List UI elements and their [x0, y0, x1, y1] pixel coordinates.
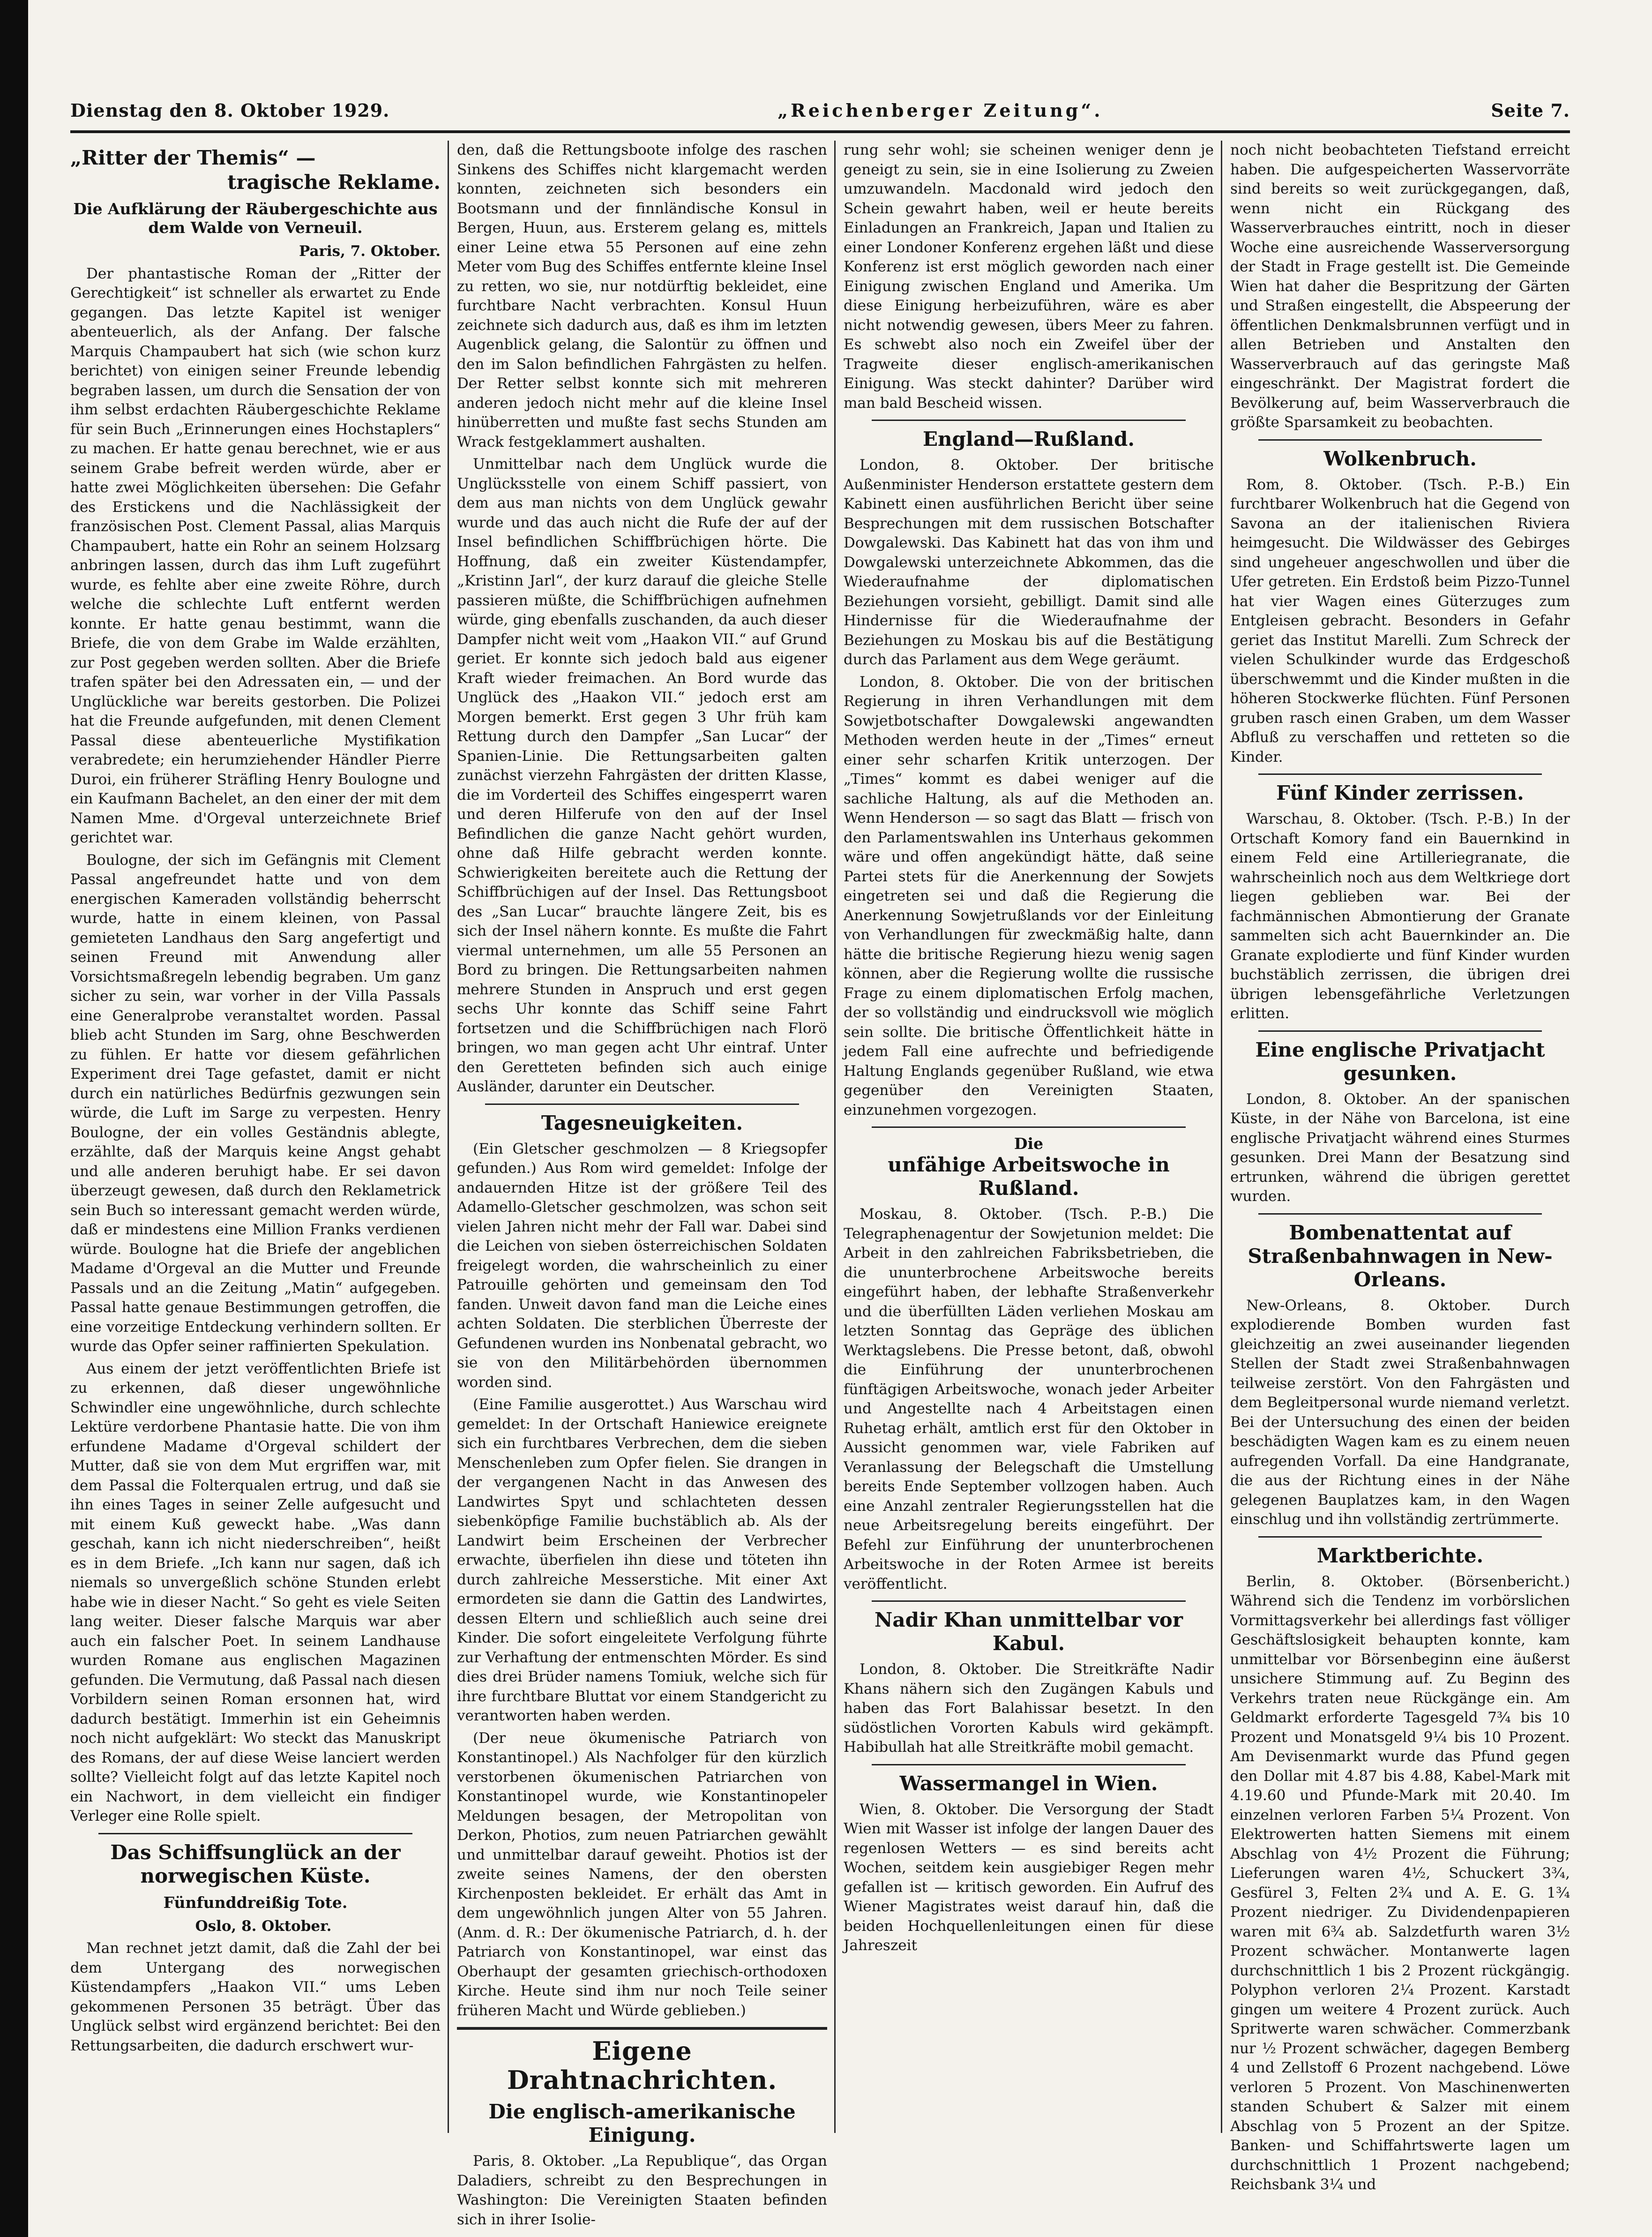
article-title-prefix: Die [1014, 1134, 1044, 1153]
divider [1258, 1213, 1542, 1215]
masthead-rule [70, 130, 1570, 133]
divider [872, 1764, 1186, 1765]
section-title: Tagesneuigkeiten. [541, 1111, 743, 1134]
column-1 [70, 141, 441, 2138]
article-title: Die englisch-amerikanische Einigung. [488, 2100, 796, 2147]
paragraph: noch nicht beobachteten Tiefstand erreicht haben. Die aufgespeicherten Wasservorräte sind bereits so weit zurückgegangen, daß, wenn nicht ein Rückgang des Wasserverbrauches eintritt, noch in dieser Woche eine ausreichende Wasserversorgung der Stadt in Frage gestellt ist. Die Gemeinde Wien hat daher die Bespritzung der Gärten und Straßen eingestellt, die Abspeerung der öffentlichen Denkmalsbrunnen verfügt und in allen Betrieben und Anstalten den Wasserverbrauch auf das geringste Maß eingeschränkt. Der Magistrat fordert die Bevölkerung auf, beim Wasserverbrauch die größte Sparsamkeit zu beobachten. [1230, 142, 1570, 431]
paragraph: London, 8. Oktober. An der spanischen Küste, in der Nähe von Barcelona, ist eine englische Privatjacht während eines Sturmes gesunken. Drei Mann der Besatzung sind ertrunken, während die übrigen gerettet wurden. [1230, 1090, 1570, 1205]
paragraph: Warschau, 8. Oktober. (Tsch. P.-B.) In der Ortschaft Komory fand ein Bauernkind in einem Feld eine Artilleriegranate, die wahrscheinlich noch aus dem Weltkriege dort liegen geblieben war. Bei der fachmännischen Abmontierung der Granate sammelten sich acht Bauernkinder an. Die Granate explodierte und fünf Kinder wurden buchstäblich zerrissen, die übrigen drei übrigen lebensgefährliche Verletzungen erlitten. [1230, 811, 1570, 1022]
article-subtitle: Fünfunddreißig Tote. [163, 1893, 348, 1912]
column-4 [1230, 141, 1570, 2193]
column-3 [844, 141, 1214, 2138]
paragraph: London, 8. Oktober. Der britische Außenminister Henderson erstattete gestern dem Kabinett einen ausführlichen Bericht über seine Besprechungen mit dem russischen Botschafter Dowgalewski. Das Kabinett hat das von ihm und Dowgalewski unterzeichnete Abkommen, das die Wiederaufnahme der diplomatischen Beziehungen vorsieht, gebilligt. Damit sind alle Hindernisse für die Wiederaufnahme der Beziehungen zu Moskau bis auf die Bestätigung durch das Parlament aus dem Wege geräumt. [844, 457, 1214, 668]
divider [1258, 773, 1542, 775]
article-title: England—Rußland. [922, 428, 1135, 450]
column-separator [448, 141, 449, 2133]
paragraph: rung sehr wohl; sie scheinen weniger denn je geneigt zu sein, sie in eine Isolierung zu Zweien umzuwandeln. Macdonald wird jedoch den Schein gewahrt haben, weil er heute bereits Einladungen an Frankreich, Japan und Italien zu einer Londoner Konferenz ergehen läßt und diese Konferenz ist erst möglich geworden nach einer Einigung zwischen England und Amerika. Um diese Einigung herbeizuführen, wäre es aber nicht notwendig gewesen, übers Meer zu fahren. Es schwebt also noch ein Zweifel über der Tragweite dieser englisch-amerikanischen Einigung. Was steckt dahinter? Darüber wird man bald Bescheid wissen. [844, 142, 1214, 412]
paragraph: London, 8. Oktober. Die Streitkräfte Nadir Khans nähern sich den Zugängen Kabuls und haben das Fort Balahissar besetzt. In den südöstlichen Vororten Kabuls wird gekämpft. Habibullah hat alle Streitkräfte mobil gemacht. [844, 1661, 1214, 1756]
paragraph: Berlin, 8. Oktober. (Börsenbericht.) Während sich die Tendenz im vorbörslichen Vormittagsverkehr bei allerdings fast völliger Geschäftslosigkeit behaupten konnte, kam unmittelbar vor Börsenbeginn eine äußerst unsichere Stimmung auf. Zu Beginn des Verkehrs traten neue Rückgänge ein. Am Geldmarkt erforderte Tagesgeld 7¾ bis 10 Prozent und Monatsgeld 9¼ bis 10 Prozent. Am Devisenmarkt wurde das Pfund gegen den Dollar mit 4.87 bis 4.88, Kabel-Mark mit 4.19.60 und Pfunde-Mark mit 20.40. Im einzelnen verloren Farben 5¼ Prozent. Von Elektrowerten hatten Siemens mit einem Abschlag von 4½ Prozent die Führung; Lieferungen waren 4½, Schuckert 3¾, Gesfürel 3, Felten 2¾ und A. E. G. 1¾ Prozent niedriger. Zu Dividendenpapieren waren mit 6¾ ab. Salzdetfurth waren 3½ Prozent schwächer. Montanwerte lagen durchschnittlich 1 bis 2 Prozent rückgängig. Polyphon verloren 2¼ Prozent. Karstadt gingen um weitere 4 Prozent zurück. Auch Spritwerte waren schwächer. Commerzbank nur ½ Prozent schwächer, dagegen Bemberg 4 und Zellstoff 6 Prozent nachgebend. Löwe verloren 5 Prozent. Von Maschinenwerten standen Schubert & Salzer mit einem Abschlag von 5 Prozent an der Spitze. Banken- und Schiffahrtswerte lagen um durchschnittlich 1 Prozent nachgebend; Reichsbank 3¼ und [1230, 1573, 1570, 2193]
paragraph: Wien, 8. Oktober. Die Versorgung der Stadt Wien mit Wasser ist infolge der langen Dauer des regenlosen Wetters — es sind bereits acht Wochen, seitdem kein ausgiebiger Regen mehr gefallen ist — kritisch geworden. Ein Aufruf des Wiener Magistrates weist darauf hin, daß die beiden Hochquellenleitungen einen für diese Jahreszeit [844, 1801, 1214, 1954]
paragraph: New-Orleans, 8. Oktober. Durch explodierende Bomben wurden fast gleichzeitig an zwei auseinander liegenden Stellen der Stadt zwei Straßenbahnwagen teilweise zerstört. Von den Fahrgästen und dem Begleitpersonal wurde niemand verletzt. Bei der Untersuchung des einen der beiden beschädigten Wagen kam es zu einem neuen aufregenden Vorfall. Da eine Handgranate, die aus der Richtung eines in der Nähe gelegenen Bauplatzes kam, in den Wagen einschlug und ihn vollständig zertrümmerte. [1230, 1297, 1570, 1528]
dateline: Oslo, 8. Oktober. [195, 1917, 332, 1935]
section-title: Eigene Drahtnachrichten. [507, 2036, 777, 2095]
paragraph: London, 8. Oktober. Die von der britischen Regierung in ihren Verhandlungen mit dem Sowjetbotschafter Dowgalewski angewandten Methoden werden heute in der „Times“ erneut einer sehr scharfen Kritik unterzogen. Der „Times“ kommt es dabei weniger auf die sachliche Haltung, als auf die Methoden an. Wenn Henderson — so sagt das Blatt — frisch von den Parlamentswahlen ins Unterhaus gekommen wäre und offen angekündigt hätte, daß seine Partei stets für die Anerkennung der Sowjets eingetreten sei und daß die Regierung die Anerkennung Sowjetrußlands vor der Einleitung von Verhandlungen für zweckmäßig halte, dann hätte die britische Regierung hiezu wenig sagen können, aber die Regierung wollte die russische Frage zu einem diplomatischen Erfolg machen, der so vollständig und eindrucksvoll wie möglich sein sollte. Die britische Öffentlichkeit hätte in jedem Fall eine aufrechte und befriedigende Haltung Englands gegenüber Rußland, wie etwa gegenüber den Vereinigten Staaten, einzunehmen vorgezogen. [844, 673, 1214, 1118]
column-2 [457, 141, 827, 2228]
paper-name: „Reichenberger Zeitung“. [777, 99, 1103, 121]
article-subtitle: Die Aufklärung der Räubergeschichte aus dem Walde von Verneuil. [73, 200, 438, 237]
paragraph: (Ein Gletscher geschmolzen — 8 Kriegsopfer gefunden.) Aus Rom wird gemeldet: Infolge der andauernden Hitze ist der größere Teil des Adamello-Gletscher geschmolzen, was schon seit vielen Jahren nicht mehr der Fall war. Dabei sind die Leichen von sieben österreichischen Soldaten freigelegt worden, die wahrscheinlich zu einer Patrouille gehörten und gemeinsam den Tod fanden. Unweit davon fand man die Leiche eines achten Soldaten. Die sterblichen Überreste der Gefundenen wurden ins Nonbenatal gebracht, wo sie von den Militärbehörden übernommen worden sind. [457, 1140, 827, 1391]
paragraph: Unmittelbar nach dem Unglück wurde die Unglücksstelle von einem Schiff passiert, von dem aus man nichts von dem Unglück gewahr wurde und das auch nicht die Rufe der auf der Insel befindlichen Schiffbrüchigen hörte. Die Hoffnung, daß ein zweiter Küstendampfer, „Kristinn Jarl“, der kurz darauf die gleiche Stelle passieren müßte, die Schiffbrüchigen aufnehmen würde, ging ebenfalls zuschanden, da auch dieser Dampfer nicht weit vom „Haakon VII.“ auf Grund geriet. Er konnte sich jedoch bald aus eigener Kraft wieder freimachen. An Bord wurde das Unglück des „Haakon VII.“ jedoch erst am Morgen bemerkt. Erst gegen 3 Uhr früh kam Rettung durch den Dampfer „San Lucar“ der Spanien-Linie. Die Rettungsarbeiten galten zunächst vierzehn Fahrgästen der dritten Klasse, die im Vorderteil des Schiffes eingesperrt waren und deren Hilferufe von den auf der Insel Befindlichen die ganze Nacht gehört wurden, ohne daß Hilfe gebracht werden konnte. Schwierigkeiten bereitete auch die Rettung der Schiffbrüchigen auf der Insel. Das Rettungsboot des „San Lucar“ brauchte längere Zeit, bis es sich der Insel nähern konnte. Es mußte die Fahrt viermal unternehmen, um alle 55 Personen an Bord zu bringen. Die Rettungsarbeiten nahmen mehrere Stunden in Anspruch und erst gegen sechs Uhr konnte das Schiff seine Fahrt fortsetzen und die Schiffbrüchigen nach Florö bringen, wo man gegen acht Uhr eintraf. Unter den Geretteten befinden sich auch einige Ausländer, darunter ein Deutscher. [457, 456, 827, 1095]
dateline: Paris, 7. Oktober. [299, 243, 441, 260]
article-title: Wassermangel in Wien. [899, 1772, 1158, 1795]
article-title: Eine englische Privatjacht gesunken. [1255, 1038, 1545, 1085]
scan-border [0, 0, 28, 2237]
paragraph: Paris, 8. Oktober. „La Republique“, das Organ Daladiers, schreibt zu den Besprechungen in Washington: Die Vereinigten Staaten befinden sich in ihrer Isolie- [457, 2153, 827, 2228]
article-title: tragische Reklame. [227, 171, 441, 194]
paragraph: (Der neue ökumenische Patriarch von Konstantinopel.) Als Nachfolger für den kürzlich verstorbenen ökumenischen Patriarchen von Konstantinopel wurde, wie Konstantinopeler Meldungen besagen, der Metropolitan von Derkon, Photios, zum neuen Patriarchen gewählt und unmittelbar darauf geweiht. Photios ist der zweite seines Namens, der den obersten Kirchenposten bekleidet. Er erhält das Amt in dem ungewöhnlich jungen Alter von 55 Jahren. (Anm. d. R.: Der ökumenische Patriarch, d. h. der Patriarch von Konstantinopel, war einst das Oberhaupt der gesamten griechisch-orthodoxen Kirche. Heute sind ihm nur noch Teile seiner früheren Macht und Würde geblieben.) [457, 1729, 827, 2019]
divider [1258, 439, 1542, 441]
paragraph: Moskau, 8. Oktober. (Tsch. P.-B.) Die Telegraphenagentur der Sowjetunion meldet: Die Arbeit in den zahlreichen Fabriksbetrieben, die die ununterbrochene Arbeitswoche bereits eingeführt haben, der lebhafte Straßenverkehr und die überfüllten Läden verliehen Moskau am letzten Sonntag das Gepräge des üblichen Werktagslebens. Die Presse betont, daß, obwohl die Einführung der ununterbrochenen fünftägigen Arbeitswoche, wonach jeder Arbeiter und Angestellte nach 4 Arbeitstagen einen Ruhetag erhält, amtlich erst für den Oktober in Aussicht genommen war, viele Fabriken auf Veranlassung der Belegschaft die Umstellung bereits Ende September vollzogen haben. Auch eine Anzahl zentraler Regierungsstellen hat die neue Arbeitsregelung bereits eingeführt. Der Befehl zur Einführung der ununterbrochenen Arbeitswoche in der Roten Armee ist bereits veröffentlicht. [844, 1206, 1214, 1592]
divider [485, 1103, 799, 1105]
paragraph: Man rechnet jetzt damit, daß die Zahl der bei dem Untergang des norwegischen Küstendampfers „Haakon VII.“ ums Leben gekommenen Personen 35 beträgt. Über das Unglück selbst wird ergänzend berichtet: Bei den Rettungsarbeiten, die dadurch erschwert wur- [70, 1940, 441, 2054]
divider [872, 1600, 1186, 1602]
paragraph: Der phantastische Roman der „Ritter der Gerechtigkeit“ ist schneller als erwartet zu Ende gegangen. Das letzte Kapitel ist weniger abenteuerlich, als der Anfang. Der falsche Marquis Champaubert hat sich (wie schon kurz berichtet) von einigen seiner Freunde lebendig begraben lassen, um durch die Sensation der von ihm selbst erdachten Räubergeschichte Reklame für sein Buch „Erinnerungen eines Hochstaplers“ zu machen. Er hatte genau berechnet, wie er aus seinem Grabe befreit werden würde, aber er hatte zwei Möglichkeiten übersehen: Die Gefahr des Erstickens und die Nachlässigkeit der französischen Post. Clement Passal, alias Marquis Champaubert, hatte ein Rohr an seinem Holzsarg anbringen lassen, durch das ihm Luft zugeführt wurde, es fehlte aber eine zweite Röhre, durch welche die schlechte Luft entfernt werden konnte. Er hatte genau bestimmt, wann die Briefe, die von dem Grabe im Walde erzählten, zur Post gegeben werden sollten. Aber die Briefe trafen später bei den Adressaten ein, — und der Unglückliche war bereits gestorben. Die Polizei hat die Freunde aufgefunden, mit denen Clement Passal diese abenteuerliche Mystifikation verabredete; ein herumziehender Händler Pierre Duroi, ein früherer Sträfling Henry Boulogne und ein Kaufmann Bachelet, an den einer der mit dem Namen Mme. d'Orgeval unterzeichnete Brief gerichtet war. [70, 265, 441, 846]
paragraph: Boulogne, der sich im Gefängnis mit Clement Passal angefreundet hatte und von dem energischen Kameraden vollständig beherrscht wurde, hatte in einem kleinen, von Passal gemieteten Landhaus den Sarg angefertigt und seinen Freund mit Anwendung aller Vorsichtsmaßregeln lebendig begraben. Um ganz sicher zu sein, war vorher in der Villa Passals eine Generalprobe veranstaltet worden. Passal blieb acht Stunden im Sarg, ohne Beschwerden zu fühlen. Er hatte vor diesem gefährlichen Experiment drei Tage gefastet, damit er nicht durch ein natürliches Bedürfnis gezwungen sein würde, die Luft im Sarge zu verpesten. Henry Boulogne, der ein volles Geständnis ablegte, erzählte, daß der Marquis keine Angst gehabt und alle anderen beruhigt habe. Er sei davon überzeugt gewesen, daß durch den Reklametrick sein Buch so interessant gemacht werden würde, daß er mindestens eine Million Franks verdienen würde. Boulogne hat die Briefe der angeblichen Madame d'Orgeval an die Mutter und Freunde Passals und an die Zeitung „Matin“ aufgegeben. Passal hatte genaue Bestimmungen getroffen, die eine vorzeitige Entdeckung verhindern sollten. Er wurde das Opfer seiner raffinierten Spekulation. [70, 851, 441, 1355]
article-title: „Ritter der Themis“ — [70, 146, 316, 169]
article-title: Das Schiffsunglück an der norwegischen Küste. [110, 1840, 401, 1887]
section-title: Marktberichte. [1316, 1544, 1484, 1567]
article-title: Bombenattentat auf Straßenbahnwagen in New-Orleans. [1248, 1221, 1553, 1291]
paragraph: den, daß die Rettungsboote infolge des raschen Sinkens des Schiffes nicht klargemacht werden konnten, zeichneten sich besonders ein Bootsmann und der finnländische Konsul in Bergen, Huun, aus. Ersterem gelang es, mittels einer Leine etwa 55 Personen auf eine zehn Meter vom Bug des Schiffes entfernte kleine Insel zu retten, wo sie, nur notdürftig bekleidet, eine furchtbare Nacht verbrachten. Konsul Huun zeichnete sich dadurch aus, daß es ihm im letzten Augenblick gelang, die Salontür zu öffnen und den im Salon befindlichen Fahrgästen zu helfen. Der Retter selbst konnte sich mit mehreren anderen jedoch nicht mehr auf die kleine Insel hinüberretten und mußte fast sechs Stunden am Wrack festgeklammert aushalten. [457, 142, 827, 450]
masthead [70, 94, 1570, 127]
article-title: unfähige Arbeitswoche in Rußland. [888, 1153, 1170, 1200]
article-title: Fünf Kinder zerrissen. [1276, 781, 1524, 804]
issue-date: Dienstag den 8. Oktober 1929. [70, 99, 390, 121]
page-number: Seite 7. [1491, 99, 1570, 121]
column-separator [1221, 141, 1222, 2133]
article-title: Nadir Khan unmittelbar vor Kabul. [875, 1608, 1183, 1655]
divider [98, 1833, 412, 1834]
divider [1258, 1030, 1542, 1032]
divider [872, 1126, 1186, 1128]
column-separator [834, 141, 836, 2133]
divider [457, 2027, 827, 2030]
paragraph: Rom, 8. Oktober. (Tsch. P.-B.) Ein furchtbarer Wolkenbruch hat die Gegend von Savona an der italienischen Riviera heimgesucht. Die Wildwässer des Gebirges sind ungeheuer angeschwollen und über die Ufer getreten. Ein Erdstoß beim Pizzo-Tunnel hat vier Wagen eines Güterzuges zum Entgleisen gebracht. Besonders in Gefahr geriet das Institut Marelli. Zum Schreck der vielen Schulkinder wurde das Erdgeschoß überschwemmt und die Kinder mußten in die höheren Stockwerke flüchten. Fünf Personen gruben rasch einen Graben, um dem Wasser Abfluß zu verschaffen und retteten so die Kinder. [1230, 476, 1570, 766]
paragraph: Aus einem der jetzt veröffentlichten Briefe ist zu erkennen, daß dieser ungewöhnliche Schwindler eine ungewöhnliche, durch schlechte Lektüre verdorbene Phantasie hatte. Die von ihm erfundene Madame d'Orgeval schildert der Mutter, daß sie von dem Mut ergriffen war, mit dem Passal die Folterqualen ertrug, und daß sie ihn eines Tages in seiner Zelle aufgesucht und mit einem Kuß geweckt habe. „Was dann geschah, kann ich nicht niederschreiben“, heißt es in dem Briefe. „Ich kann nur sagen, daß ich niemals so unvergeßlich schöne Stunden erlebt habe wie in dieser Nacht.“ So geht es viele Seiten lang weiter. Dieser falsche Marquis war aber auch ein falscher Poet. In seinem Landhause wurden Romane aus englischen Magazinen gefunden. Die Vermutung, daß Passal nach diesen Vorbildern seinen Roman ersonnen hat, wird dadurch bestätigt. Immerhin ist ein Geheimnis noch nicht aufgeklärt: Wo steckt das Manuskript des Romans, der auf diese Weise lanciert werden sollte? Vielleicht folgt auf das letzte Kapitel noch ein Nachwort, in dem vielleicht ein findiger Verleger eine Rolle spielt. [70, 1360, 441, 1824]
article-title: Wolkenbruch. [1323, 447, 1477, 470]
divider [872, 420, 1186, 421]
divider [1258, 1536, 1542, 1538]
paragraph: (Eine Familie ausgerottet.) Aus Warschau wird gemeldet: In der Ortschaft Haniewice ereignete sich ein furchtbares Verbrechen, dem die sieben Menschenleben zum Opfer fielen. Sie drangen in der vergangenen Nacht in das Anwesen des Landwirtes Spyt und schlachteten dessen siebenköpfige Familie buchstäblich ab. Als der Landwirt beim Erscheinen der Verbrecher erwachte, überfielen ihn diese und töteten ihn durch zahlreiche Messerstiche. Mit einer Axt ermordeten sie dann die Gattin des Landwirtes, dessen Eltern und schließlich auch seine drei Kinder. Die sofort eingeleitete Verfolgung führte zur Verhaftung der entmenschten Mörder. Es sind dies drei Brüder namens Tomiuk, welche sich für ihre furchtbare Bluttat vor einem Standgericht zu verantworten haben werden. [457, 1396, 827, 1724]
